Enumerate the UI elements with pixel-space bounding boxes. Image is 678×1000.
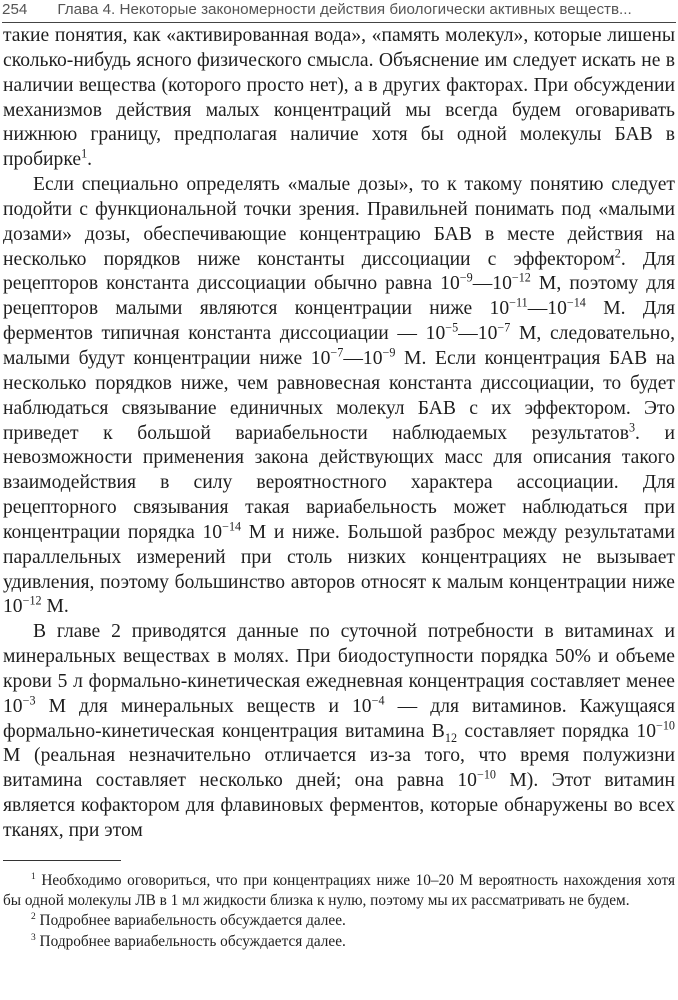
footnote-ref-2: 2 xyxy=(614,246,621,261)
main-text xyxy=(3,24,675,844)
text-run: —10 xyxy=(458,323,498,345)
text-run: —10 xyxy=(343,347,383,369)
footnote-number: 2 xyxy=(31,912,36,923)
text-run: . и невозможности применения закона действующих масс для описания такого взаимодействия в силу вероятностного характера ассоциации. Для рецепторного связывания такая вариабельность может наблюдаться при концентрации порядка 10 xyxy=(3,422,675,543)
text-run: М. Для ферментов типичная константа диссоциации — 10 xyxy=(3,298,675,345)
text-run: — для витаминов. Кажущаяся формально-кинетическая концентрация витамина B xyxy=(3,695,675,742)
text-run: такие понятия, как «активированная вода», «память молекул», которые лишены сколько-нибудь ясного физического смысла. Объяснение им следует искать не в наличии вещества (которого просто нет), а в других факторах. При обсуждении механизмов действия малых концентраций мы всегда будем оговаривать нижнюю границу, предполагая наличие хотя бы одной молекулы БАВ в пробирке xyxy=(3,25,675,171)
exponent: −10 xyxy=(656,718,675,733)
exponent: −4 xyxy=(371,693,385,708)
text-run: М. xyxy=(41,596,69,618)
subscript: 12 xyxy=(444,730,458,745)
text-run: —10 xyxy=(527,298,567,320)
text-run: . Для рецепторов константа диссоциации обычно равна 10 xyxy=(3,248,675,295)
footnote-ref-3: 3 xyxy=(628,419,636,434)
running-title: Глава 4. Некоторые закономерности действия биологически активных веществ... xyxy=(57,1,632,18)
text-run: М, поэтому для рецепторов малыми являются концентрации ниже 10 xyxy=(3,273,675,320)
text-run: М. Если концентрация БАВ на несколько порядков ниже, чем равновесная константа диссоциации, то будет наблюдаться связывание единичных молекул БАВ с их эффектором. Это приведет к большой вариабельности наблюдаемых результатов xyxy=(3,347,676,444)
exponent: −7 xyxy=(330,345,344,360)
page-number: 254 xyxy=(2,1,28,18)
text-run: В главе 2 приводятся данные по суточной потребности в витаминах и минеральных веществах в молях. При биодоступности порядка 50% и объеме крови 5 л формально-кинетическая ежедневная концентрация составляет менее 10 xyxy=(3,621,675,717)
exponent: −12 xyxy=(511,270,531,285)
text-run: составляет порядка 10 xyxy=(457,720,656,742)
exponent: −12 xyxy=(22,593,42,608)
footnotes xyxy=(3,871,675,952)
running-header xyxy=(2,0,676,23)
footnote-text: Подробнее вариабельность обсуждается далее. xyxy=(35,912,346,930)
text-run: М и ниже. Большой разброс между результатами параллельных измерений при столь низких концентрациях не вызывает удивления, поэтому большинство авторов относят к малым концентрации ниже 10 xyxy=(3,521,675,618)
footnote-text: Подробнее вариабельность обсуждается далее. xyxy=(35,932,346,950)
text-run: Если специально определять «малые дозы», то к такому понятию следует подойти с функциональной точки зрения. Правильней понимать под «малыми дозами» дозы, обеспечивающие концентрацию БАВ в месте действия на несколько порядков ниже константы диссоциации с эффектором xyxy=(3,174,675,270)
exponent: −14 xyxy=(566,295,586,310)
footnote-1 xyxy=(3,871,675,911)
footnote-text: Необходимо оговориться, что при концентрациях ниже 10–20 М вероятность нахождения хотя бы одной молекулы ЛВ в 1 мл жидкости близка к нулю, поэтому мы их рассматривать не будем. xyxy=(3,872,675,910)
paragraph-3 xyxy=(3,620,675,844)
exponent: −7 xyxy=(497,320,511,335)
footnote-ref-1: 1 xyxy=(81,146,88,161)
exponent: −3 xyxy=(22,693,36,708)
text-run: М для минеральных веществ и 10 xyxy=(35,695,372,717)
footnote-2 xyxy=(3,911,675,931)
text-run: —10 xyxy=(472,273,512,295)
text-run: М (реальная незначительно отличается из-за того, что время полужизни витамина составляет несколько дней; она равна 10 xyxy=(3,745,675,792)
exponent: −10 xyxy=(476,767,496,782)
text-run: М). Этот витамин является кофактором для флавиновых ферментов, которые обнаружены во всех тканях, при этом xyxy=(3,770,675,841)
footnote-number: 3 xyxy=(31,932,36,943)
paragraph-1 xyxy=(3,24,675,173)
exponent: −5 xyxy=(445,320,459,335)
footnote-number: 1 xyxy=(31,871,36,882)
paragraph-2 xyxy=(3,173,675,620)
exponent: −9 xyxy=(382,345,396,360)
exponent: −9 xyxy=(459,270,473,285)
exponent: −14 xyxy=(222,519,242,534)
text-run: М, следовательно, малыми будут концентрации ниже 10 xyxy=(3,323,675,369)
footnote-divider xyxy=(3,860,121,861)
exponent: −11 xyxy=(509,295,528,310)
footnote-3 xyxy=(3,932,675,952)
text-run: . xyxy=(87,149,93,171)
